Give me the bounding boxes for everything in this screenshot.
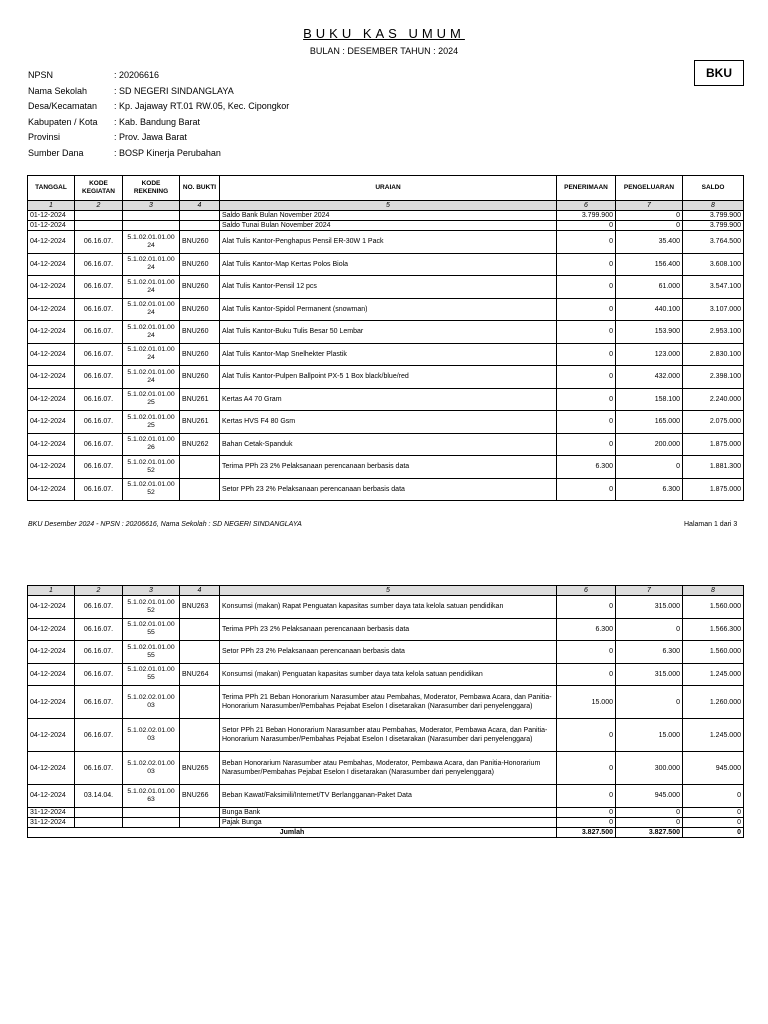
- info-value: : Kab. Bandung Barat: [114, 116, 201, 127]
- cell-saldo: 2.075.000: [683, 411, 744, 434]
- cell-kode-kegiatan: 06.16.07.: [75, 596, 123, 619]
- column-number-row: [28, 586, 744, 596]
- info-value: : 20206616: [114, 70, 160, 80]
- cell-kode-kegiatan: 06.16.07.: [75, 686, 123, 719]
- cell-pengeluaran: 156.400: [616, 253, 683, 276]
- cell-penerimaan: 0: [557, 641, 616, 664]
- info-label: NPSN: [28, 70, 54, 80]
- cell-kode-kegiatan: [75, 817, 123, 827]
- cell-no-bukti: [180, 478, 220, 501]
- table-row: [28, 719, 744, 752]
- cell-no-bukti: BNU261: [180, 411, 220, 434]
- cell-penerimaan: 0: [557, 663, 616, 686]
- cell-penerimaan: 0: [557, 719, 616, 752]
- cell-pengeluaran: 0: [616, 456, 683, 479]
- cell-tanggal: 04-12-2024: [28, 433, 75, 456]
- cell-penerimaan: 0: [557, 433, 616, 456]
- cell-pengeluaran: 440.100: [616, 298, 683, 321]
- cell-kode-rekening: 5.1.02.01.01.00 25: [123, 411, 180, 434]
- col-header-no-bukti: NO. BUKTI: [180, 176, 220, 201]
- table-row: [28, 253, 744, 276]
- cell-no-bukti: [180, 221, 220, 231]
- cell-no-bukti: [180, 807, 220, 817]
- cell-pengeluaran: 15.000: [616, 719, 683, 752]
- cell-saldo: 945.000: [683, 752, 744, 785]
- col-header-kode-kegiatan: KODE KEGIATAN: [75, 176, 123, 201]
- table-row: [28, 411, 744, 434]
- col-number: 4: [180, 586, 220, 596]
- cell-kode-rekening: [123, 817, 180, 827]
- cell-kode-kegiatan: 06.16.07.: [75, 321, 123, 344]
- table-row: [28, 366, 744, 389]
- cell-no-bukti: [180, 817, 220, 827]
- cell-no-bukti: BNU261: [180, 388, 220, 411]
- cell-pengeluaran: 945.000: [616, 785, 683, 808]
- cell-no-bukti: [180, 719, 220, 752]
- cell-pengeluaran: 6.300: [616, 641, 683, 664]
- cell-pengeluaran: 123.000: [616, 343, 683, 366]
- cell-pengeluaran: 6.300: [616, 478, 683, 501]
- info-row-village: [28, 101, 289, 117]
- table-row: [28, 618, 744, 641]
- cell-kode-rekening: 5.1.02.01.01.00 63: [123, 785, 180, 808]
- cell-penerimaan: 0: [557, 411, 616, 434]
- cell-pengeluaran: 0: [616, 618, 683, 641]
- table-row: [28, 478, 744, 501]
- table-row: [28, 456, 744, 479]
- info-value: : Kp. Jajaway RT.01 RW.05, Kec. Cipongkor: [114, 101, 290, 111]
- cell-pengeluaran: 0: [616, 817, 683, 827]
- cell-penerimaan: 0: [557, 596, 616, 619]
- cell-kode-rekening: 5.1.02.01.01.00 26: [123, 433, 180, 456]
- cell-penerimaan: 0: [557, 321, 616, 344]
- cell-uraian: Alat Tulis Kantor-Map Snelhekter Plastik: [220, 343, 557, 366]
- col-number: 2: [75, 201, 123, 211]
- cell-pengeluaran: 61.000: [616, 276, 683, 299]
- cell-uraian: Saldo Tunai Bulan November 2024: [220, 221, 557, 231]
- cell-uraian: Alat Tulis Kantor-Map Kertas Polos Biola: [220, 253, 557, 276]
- header-row: [28, 176, 744, 201]
- cell-pengeluaran: 300.000: [616, 752, 683, 785]
- cell-kode-kegiatan: [75, 807, 123, 817]
- cell-no-bukti: BNU260: [180, 343, 220, 366]
- total-row: [28, 827, 744, 837]
- cell-kode-rekening: 5.1.02.01.01.00 52: [123, 478, 180, 501]
- table-row: [28, 321, 744, 344]
- cell-tanggal: 04-12-2024: [28, 231, 75, 254]
- info-value: : Prov. Jawa Barat: [114, 132, 187, 142]
- table-row: [28, 276, 744, 299]
- cell-penerimaan: 0: [557, 298, 616, 321]
- info-label: Sumber Dana: [28, 147, 84, 158]
- cell-kode-rekening: 5.1.02.01.01.00 24: [123, 366, 180, 389]
- col-number: 2: [75, 586, 123, 596]
- cell-kode-kegiatan: 06.16.07.: [75, 411, 123, 434]
- cell-penerimaan: 0: [557, 366, 616, 389]
- cell-kode-kegiatan: 06.16.07.: [75, 641, 123, 664]
- table-row: [28, 433, 744, 456]
- cell-penerimaan: 0: [557, 253, 616, 276]
- col-number: 1: [28, 201, 75, 211]
- cell-kode-kegiatan: [75, 211, 123, 221]
- cell-tanggal: 04-12-2024: [28, 456, 75, 479]
- table-row: [28, 298, 744, 321]
- cell-saldo: 2.398.100: [683, 366, 744, 389]
- info-row-fund-source: [28, 148, 289, 164]
- cell-tanggal: 04-12-2024: [28, 596, 75, 619]
- cell-no-bukti: BNU263: [180, 596, 220, 619]
- table-row: [28, 343, 744, 366]
- cell-saldo: 3.547.100: [683, 276, 744, 299]
- cell-saldo: 1.560.000: [683, 596, 744, 619]
- col-header-kode-rekening: KODE REKENING: [123, 176, 180, 201]
- cell-tanggal: 01-12-2024: [28, 211, 75, 221]
- cell-tanggal: 04-12-2024: [28, 388, 75, 411]
- cell-pengeluaran: 0: [616, 211, 683, 221]
- col-number: 7: [616, 586, 683, 596]
- cell-no-bukti: BNU260: [180, 253, 220, 276]
- cell-no-bukti: [180, 456, 220, 479]
- cell-tanggal: 04-12-2024: [28, 253, 75, 276]
- cell-kode-kegiatan: 03.14.04.: [75, 785, 123, 808]
- cell-saldo: 1.245.000: [683, 719, 744, 752]
- cell-tanggal: 04-12-2024: [28, 343, 75, 366]
- cell-tanggal: 04-12-2024: [28, 298, 75, 321]
- cell-kode-kegiatan: 06.16.07.: [75, 478, 123, 501]
- cell-saldo: 3.107.000: [683, 298, 744, 321]
- cell-tanggal: 04-12-2024: [28, 663, 75, 686]
- cell-tanggal: 04-12-2024: [28, 785, 75, 808]
- table-row: [28, 221, 744, 231]
- cell-uraian: Konsumsi (makan) Rapat Penguatan kapasitas sumber daya tata kelola satuan pendidikan: [220, 596, 557, 619]
- col-number: 6: [557, 586, 616, 596]
- cell-kode-rekening: [123, 221, 180, 231]
- cell-kode-rekening: 5.1.02.02.01.00 03: [123, 686, 180, 719]
- cell-saldo: 2.953.100: [683, 321, 744, 344]
- total-saldo: 0: [683, 827, 744, 837]
- cell-kode-kegiatan: 06.16.07.: [75, 366, 123, 389]
- cell-saldo: 0: [683, 817, 744, 827]
- cell-saldo: 0: [683, 785, 744, 808]
- cell-tanggal: 04-12-2024: [28, 321, 75, 344]
- cell-saldo: 0: [683, 807, 744, 817]
- cell-penerimaan: 15.000: [557, 686, 616, 719]
- table-row: [28, 231, 744, 254]
- cell-kode-rekening: 5.1.02.02.01.00 03: [123, 752, 180, 785]
- cell-kode-rekening: 5.1.02.01.01.00 55: [123, 663, 180, 686]
- cell-uraian: Alat Tulis Kantor-Spidol Permanent (snowman): [220, 298, 557, 321]
- info-value: : BOSP Kinerja Perubahan: [114, 147, 221, 158]
- cell-pengeluaran: 200.000: [616, 433, 683, 456]
- cell-kode-rekening: 5.1.02.01.01.00 55: [123, 641, 180, 664]
- cell-penerimaan: 0: [557, 343, 616, 366]
- cell-kode-kegiatan: 06.16.07.: [75, 618, 123, 641]
- cell-no-bukti: BNU260: [180, 366, 220, 389]
- col-header-saldo: SALDO: [683, 176, 744, 201]
- cell-kode-rekening: 5.1.02.01.01.00 24: [123, 276, 180, 299]
- cell-kode-kegiatan: 06.16.07.: [75, 276, 123, 299]
- cell-penerimaan: 6.300: [557, 456, 616, 479]
- cell-saldo: 2.240.000: [683, 388, 744, 411]
- col-number: 8: [683, 586, 744, 596]
- cell-tanggal: 04-12-2024: [28, 276, 75, 299]
- table-row: [28, 388, 744, 411]
- cell-uraian: Kertas HVS F4 80 Gsm: [220, 411, 557, 434]
- info-row-npsn: [28, 70, 289, 86]
- ledger-table-page-1: [27, 175, 744, 501]
- cell-uraian: Setor PPh 21 Beban Honorarium Narasumber atau Pembahas, Moderator, Pembawa Acara, dan Panitia-Honorarium Narasumber/Pembahas Pejabat Eselon I disetarakan (Narasumber dari penyelenggara): [220, 719, 557, 752]
- cell-tanggal: 31-12-2024: [28, 807, 75, 817]
- cell-saldo: 1.260.000: [683, 686, 744, 719]
- cell-uraian: Bahan Cetak-Spanduk: [220, 433, 557, 456]
- table-row: [28, 807, 744, 817]
- info-label: Kabupaten / Kota: [28, 116, 98, 127]
- cell-kode-kegiatan: 06.16.07.: [75, 752, 123, 785]
- cell-penerimaan: 0: [557, 752, 616, 785]
- info-label: Desa/Kecamatan: [28, 101, 98, 111]
- cell-uraian: Terima PPh 23 2% Pelaksanaan perencanaan berbasis data: [220, 456, 557, 479]
- cell-kode-rekening: 5.1.02.01.01.00 24: [123, 321, 180, 344]
- cell-uraian: Alat Tulis Kantor-Pulpen Ballpoint PX-5 1 Box black/blue/red: [220, 366, 557, 389]
- cell-tanggal: 04-12-2024: [28, 686, 75, 719]
- table-row: [28, 752, 744, 785]
- cell-saldo: 2.830.100: [683, 343, 744, 366]
- cell-no-bukti: BNU262: [180, 433, 220, 456]
- cell-tanggal: 01-12-2024: [28, 221, 75, 231]
- cell-no-bukti: BNU266: [180, 785, 220, 808]
- ledger-table-page-2: [27, 585, 744, 838]
- cell-no-bukti: BNU260: [180, 298, 220, 321]
- total-pengeluaran: 3.827.500: [616, 827, 683, 837]
- cell-kode-rekening: 5.1.02.01.01.00 55: [123, 618, 180, 641]
- col-header-tanggal: TANGGAL: [28, 176, 75, 201]
- cell-kode-rekening: 5.1.02.01.01.00 24: [123, 343, 180, 366]
- table-row: [28, 663, 744, 686]
- cell-penerimaan: 0: [557, 276, 616, 299]
- cell-uraian: Bunga Bank: [220, 807, 557, 817]
- cell-saldo: 1.566.300: [683, 618, 744, 641]
- cell-tanggal: 04-12-2024: [28, 752, 75, 785]
- cell-uraian: Alat Tulis Kantor-Pensil 12 pcs: [220, 276, 557, 299]
- cell-kode-kegiatan: 06.16.07.: [75, 231, 123, 254]
- cell-uraian: Terima PPh 23 2% Pelaksanaan perencanaan berbasis data: [220, 618, 557, 641]
- cell-uraian: Beban Kawat/Faksimili/Internet/TV Berlangganan-Paket Data: [220, 785, 557, 808]
- document-subtitle: BULAN : DESEMBER TAHUN : 2024: [309, 46, 459, 56]
- cell-kode-rekening: 5.1.02.01.01.00 24: [123, 253, 180, 276]
- bku-badge: BKU: [694, 60, 744, 86]
- cell-kode-rekening: 5.1.02.01.01.00 52: [123, 596, 180, 619]
- cell-saldo: 1.875.000: [683, 478, 744, 501]
- cell-kode-kegiatan: 06.16.07.: [75, 663, 123, 686]
- cell-no-bukti: [180, 618, 220, 641]
- cell-kode-rekening: 5.1.02.02.01.00 03: [123, 719, 180, 752]
- cell-kode-kegiatan: 06.16.07.: [75, 298, 123, 321]
- cell-pengeluaran: 315.000: [616, 596, 683, 619]
- cell-pengeluaran: 35.400: [616, 231, 683, 254]
- table-row: [28, 596, 744, 619]
- cell-kode-kegiatan: 06.16.07.: [75, 343, 123, 366]
- cell-uraian: Alat Tulis Kantor-Buku Tulis Besar 50 Lembar: [220, 321, 557, 344]
- info-value: : SD NEGERI SINDANGLAYA: [114, 85, 234, 96]
- cell-kode-rekening: [123, 807, 180, 817]
- cell-kode-kegiatan: [75, 221, 123, 231]
- page-number: Halaman 1 dari 3: [684, 521, 738, 528]
- cell-uraian: Pajak Bunga: [220, 817, 557, 827]
- info-row-province: [28, 132, 289, 148]
- col-number: 5: [220, 586, 557, 596]
- cell-uraian: Alat Tulis Kantor-Penghapus Pensil ER-30W 1 Pack: [220, 231, 557, 254]
- total-penerimaan: 3.827.500: [557, 827, 616, 837]
- cell-kode-kegiatan: 06.16.07.: [75, 456, 123, 479]
- cell-uraian: Setor PPh 23 2% Pelaksanaan perencanaan berbasis data: [220, 478, 557, 501]
- cell-penerimaan: 6.300: [557, 618, 616, 641]
- school-info: [28, 70, 289, 163]
- col-number: 4: [180, 201, 220, 211]
- cell-saldo: 3.799.900: [683, 211, 744, 221]
- cell-saldo: 1.875.000: [683, 433, 744, 456]
- col-number: 1: [28, 586, 75, 596]
- cell-pengeluaran: 165.000: [616, 411, 683, 434]
- cell-tanggal: 31-12-2024: [28, 817, 75, 827]
- cell-uraian: Kertas A4 70 Gram: [220, 388, 557, 411]
- cell-kode-rekening: 5.1.02.01.01.00 24: [123, 231, 180, 254]
- cell-no-bukti: BNU260: [180, 231, 220, 254]
- cell-pengeluaran: 432.000: [616, 366, 683, 389]
- cell-uraian: Beban Honorarium Narasumber atau Pembahas, Moderator, Pembawa Acara, dan Panitia-Honorarium Narasumber/Pembahas Pejabat Eselon I disetarakan (Narasumber dari penyelenggara): [220, 752, 557, 785]
- col-number: 8: [683, 201, 744, 211]
- cell-kode-rekening: 5.1.02.01.01.00 24: [123, 298, 180, 321]
- col-number: 7: [616, 201, 683, 211]
- cell-penerimaan: 0: [557, 785, 616, 808]
- total-label: Jumlah: [28, 827, 557, 837]
- cell-tanggal: 04-12-2024: [28, 618, 75, 641]
- cell-uraian: Terima PPh 21 Beban Honorarium Narasumber atau Pembahas, Moderator, Pembawa Acara, dan Panitia-Honorarium Narasumber/Pembahas Pejabat Eselon I disetarakan (Narasumber dari penyelenggara): [220, 686, 557, 719]
- cell-pengeluaran: 0: [616, 221, 683, 231]
- cell-kode-rekening: [123, 211, 180, 221]
- cell-no-bukti: BNU260: [180, 276, 220, 299]
- cell-no-bukti: [180, 211, 220, 221]
- col-number: 6: [557, 201, 616, 211]
- cell-tanggal: 04-12-2024: [28, 719, 75, 752]
- cell-kode-kegiatan: 06.16.07.: [75, 253, 123, 276]
- cell-tanggal: 04-12-2024: [28, 641, 75, 664]
- table-row: [28, 785, 744, 808]
- cell-pengeluaran: 153.900: [616, 321, 683, 344]
- col-header-pengeluaran: PENGELUARAN: [616, 176, 683, 201]
- col-number: 3: [123, 586, 180, 596]
- col-header-penerimaan: PENERIMAAN: [557, 176, 616, 201]
- cell-kode-rekening: 5.1.02.01.01.00 52: [123, 456, 180, 479]
- cell-pengeluaran: 315.000: [616, 663, 683, 686]
- cell-no-bukti: BNU264: [180, 663, 220, 686]
- cell-penerimaan: 0: [557, 231, 616, 254]
- info-label: Nama Sekolah: [28, 85, 88, 96]
- col-header-uraian: URAIAN: [220, 176, 557, 201]
- cell-penerimaan: 0: [557, 807, 616, 817]
- cell-saldo: 3.608.100: [683, 253, 744, 276]
- cell-pengeluaran: 0: [616, 807, 683, 817]
- document-title: BUKU KAS UMUM: [303, 26, 465, 41]
- info-label: Provinsi: [28, 132, 61, 142]
- cell-uraian: Saldo Bank Bulan November 2024: [220, 211, 557, 221]
- cell-no-bukti: [180, 641, 220, 664]
- cell-penerimaan: 0: [557, 478, 616, 501]
- cell-penerimaan: 0: [557, 388, 616, 411]
- cell-saldo: 3.764.500: [683, 231, 744, 254]
- table-row: [28, 211, 744, 221]
- cell-saldo: 1.881.300: [683, 456, 744, 479]
- col-number: 3: [123, 201, 180, 211]
- column-number-row: [28, 201, 744, 211]
- table-row: [28, 817, 744, 827]
- cell-saldo: 3.799.900: [683, 221, 744, 231]
- cell-penerimaan: 3.799.900: [557, 211, 616, 221]
- cell-tanggal: 04-12-2024: [28, 478, 75, 501]
- cell-uraian: Setor PPh 23 2% Pelaksanaan perencanaan berbasis data: [220, 641, 557, 664]
- cell-tanggal: 04-12-2024: [28, 411, 75, 434]
- table-row: [28, 641, 744, 664]
- cell-tanggal: 04-12-2024: [28, 366, 75, 389]
- cell-penerimaan: 0: [557, 817, 616, 827]
- info-row-regency: [28, 117, 289, 133]
- cell-penerimaan: 0: [557, 221, 616, 231]
- cell-kode-rekening: 5.1.02.01.01.00 25: [123, 388, 180, 411]
- cell-kode-kegiatan: 06.16.07.: [75, 433, 123, 456]
- cell-uraian: Konsumsi (makan) Penguatan kapasitas sumber daya tata kelola satuan pendidikan: [220, 663, 557, 686]
- cell-pengeluaran: 0: [616, 686, 683, 719]
- cell-no-bukti: BNU260: [180, 321, 220, 344]
- info-row-school-name: [28, 86, 289, 102]
- cell-no-bukti: BNU265: [180, 752, 220, 785]
- cell-pengeluaran: 158.100: [616, 388, 683, 411]
- cell-no-bukti: [180, 686, 220, 719]
- col-number: 5: [220, 201, 557, 211]
- table-row: [28, 686, 744, 719]
- cell-saldo: 1.560.000: [683, 641, 744, 664]
- cell-kode-kegiatan: 06.16.07.: [75, 388, 123, 411]
- page-footer-info: BKU Desember 2024 - NPSN : 20206616, Nama Sekolah : SD NEGERI SINDANGLAYA: [28, 521, 302, 528]
- cell-kode-kegiatan: 06.16.07.: [75, 719, 123, 752]
- cell-saldo: 1.245.000: [683, 663, 744, 686]
